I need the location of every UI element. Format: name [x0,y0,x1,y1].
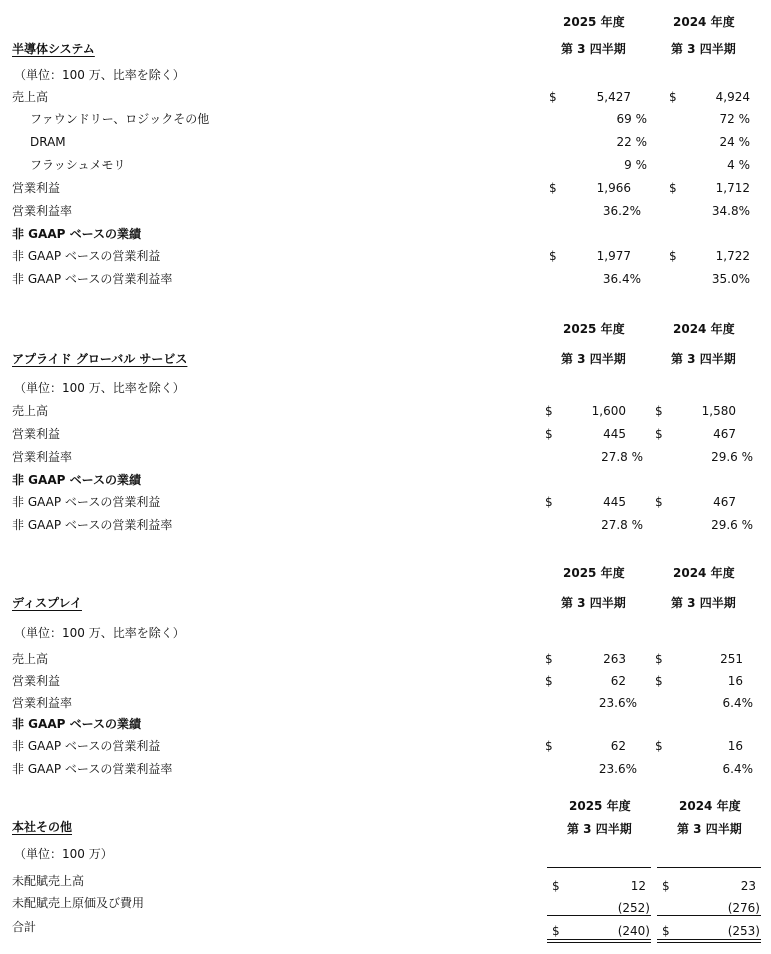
value-2025: 263 [603,652,626,666]
value-2025: 69 % [616,112,647,126]
display-col1-header: 2025 年度 [563,566,625,580]
currency-symbol: $ [655,674,663,688]
value-2024: 251 [720,652,743,666]
value-2024: 72 % [719,112,750,126]
row-label: 非 GAAP ベースの営業利益 [12,495,161,509]
semi-col1-quarter: 第 3 四半期 [561,42,626,56]
row-label: ファウンドリー、ロジックその他 [30,112,210,126]
row-label: 営業利益率 [12,696,73,710]
row-label: 非 GAAP ベースの営業利益 [12,249,161,263]
display-col2-quarter: 第 3 四半期 [671,596,736,610]
display-col1-quarter: 第 3 四半期 [561,596,626,610]
value-2025: 62 [610,739,626,753]
value-2025: 1,966 [596,181,631,195]
ags-section-title: アプライド グローバル サービス [12,352,188,366]
currency-symbol: $ [662,924,670,938]
currency-symbol: $ [655,652,663,666]
semi-col1-header: 2025 年度 [563,15,625,29]
value-2024: 24 % [719,135,750,149]
value-2025: 62 [610,674,626,688]
value-2024: 4 % [727,158,750,172]
corp-col2-header: 2024 年度 [679,799,741,813]
row-label: 未配賦売上原価及び費用 [12,896,145,910]
value-2025: 22 % [616,135,647,149]
value-2024: 1,722 [715,249,750,263]
value-2025: 36.2% [602,204,641,218]
currency-symbol: $ [662,879,670,893]
ags-col1-header: 2025 年度 [563,322,625,336]
row-label: 営業利益率 [12,450,73,464]
value-2025: 1,977 [596,249,631,263]
column-rule [547,867,651,868]
row-label: 営業利益 [12,181,61,195]
double-rule [547,939,651,940]
ags-col1-quarter: 第 3 四半期 [561,352,626,366]
ags-unit-note: （単位：100 万、比率を除く） [14,381,185,395]
currency-symbol: $ [669,181,677,195]
value-2024: (253) [727,924,760,938]
currency-symbol: $ [552,879,560,893]
value-2024: 16 [727,674,743,688]
value-2024: 4,924 [715,90,750,104]
display-section-title: ディスプレイ [12,596,82,610]
nongaap-heading: 非 GAAP ベースの業績 [12,717,141,731]
row-label: 営業利益率 [12,204,73,218]
value-2024: 35.0% [711,272,750,286]
value-2024: 23 [740,879,756,893]
currency-symbol: $ [549,90,557,104]
value-2025: 12 [630,879,646,893]
row-label: 売上高 [12,652,49,666]
value-2024: 1,712 [715,181,750,195]
row-label: 売上高 [12,404,49,418]
column-rule [547,915,651,916]
row-label: 非 GAAP ベースの営業利益率 [12,762,173,776]
value-2025: 1,600 [591,404,626,418]
currency-symbol: $ [655,495,663,509]
double-rule [657,939,761,940]
currency-symbol: $ [545,652,553,666]
value-2025: 23.6% [598,696,637,710]
value-2024: 467 [713,427,736,441]
corp-unit-note: （単位：100 万） [14,847,113,861]
currency-symbol: $ [549,181,557,195]
value-2025: (240) [617,924,650,938]
currency-symbol: $ [669,249,677,263]
semi-unit-note: （単位：100 万、比率を除く） [14,68,185,82]
row-label: 非 GAAP ベースの営業利益率 [12,272,173,286]
value-2025: 5,427 [596,90,631,104]
currency-symbol: $ [655,427,663,441]
value-2024: 6.4% [722,762,753,776]
currency-symbol: $ [545,427,553,441]
value-2025: 36.4% [602,272,641,286]
value-2024: 34.8% [711,204,750,218]
semi-col2-header: 2024 年度 [673,15,735,29]
value-2025: 445 [603,427,626,441]
value-2025: (252) [617,901,650,915]
semi-section-title: 半導体システム [12,42,95,56]
currency-symbol: $ [545,739,553,753]
row-label: 営業利益 [12,674,61,688]
column-rule [657,867,761,868]
row-label: 非 GAAP ベースの営業利益率 [12,518,173,532]
value-2024: 467 [713,495,736,509]
value-2024: 6.4% [722,696,753,710]
double-rule [547,942,651,943]
value-2024: 1,580 [701,404,736,418]
row-label: 未配賦売上高 [12,874,85,888]
display-col2-header: 2024 年度 [673,566,735,580]
semi-col2-quarter: 第 3 四半期 [671,42,736,56]
row-label: 売上高 [12,90,49,104]
row-label: 合計 [12,920,37,934]
currency-symbol: $ [655,739,663,753]
double-rule [657,942,761,943]
row-label: 営業利益 [12,427,61,441]
value-2025: 23.6% [598,762,637,776]
currency-symbol: $ [549,249,557,263]
corp-col2-quarter: 第 3 四半期 [677,822,742,836]
currency-symbol: $ [552,924,560,938]
ags-col2-quarter: 第 3 四半期 [671,352,736,366]
display-unit-note: （単位：100 万、比率を除く） [14,626,185,640]
currency-symbol: $ [669,90,677,104]
column-rule [657,915,761,916]
currency-symbol: $ [655,404,663,418]
corp-section-title: 本社その他 [12,820,73,834]
value-2025: 27.8 % [601,450,643,464]
currency-symbol: $ [545,674,553,688]
value-2024: 16 [727,739,743,753]
row-label: 非 GAAP ベースの営業利益 [12,739,161,753]
currency-symbol: $ [545,495,553,509]
value-2025: 445 [603,495,626,509]
corp-col1-header: 2025 年度 [569,799,631,813]
nongaap-heading: 非 GAAP ベースの業績 [12,227,141,241]
ags-col2-header: 2024 年度 [673,322,735,336]
value-2025: 27.8 % [601,518,643,532]
value-2024: 29.6 % [711,518,753,532]
nongaap-heading: 非 GAAP ベースの業績 [12,473,141,487]
row-label: DRAM [30,135,66,149]
value-2025: 9 % [624,158,647,172]
value-2024: (276) [727,901,760,915]
corp-col1-quarter: 第 3 四半期 [567,822,632,836]
value-2024: 29.6 % [711,450,753,464]
row-label: フラッシュメモリ [30,158,126,172]
currency-symbol: $ [545,404,553,418]
